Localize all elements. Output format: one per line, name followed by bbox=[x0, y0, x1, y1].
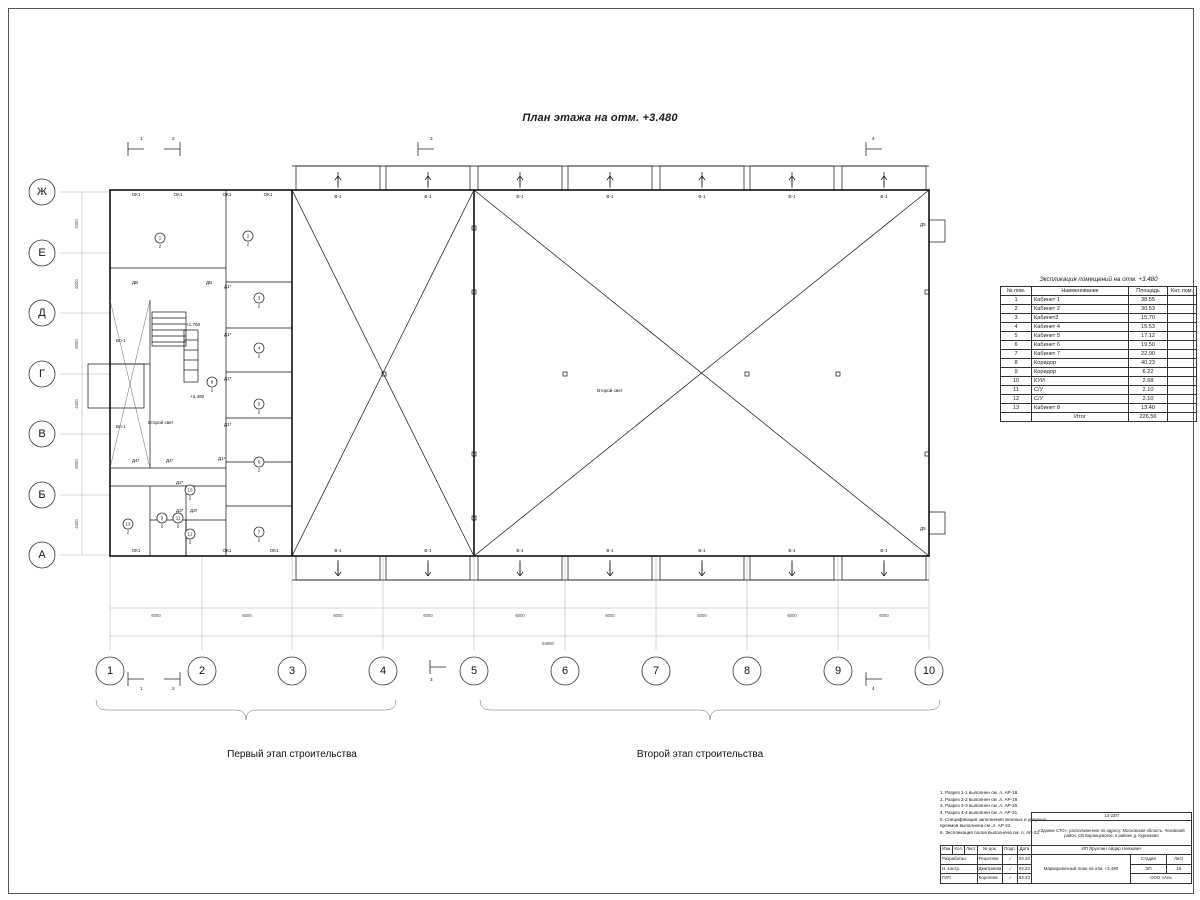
svg-text:5: 5 bbox=[470, 665, 478, 677]
room-no: 2 bbox=[1001, 305, 1032, 314]
svg-text:2: 2 bbox=[246, 233, 250, 239]
room-name: Коридор bbox=[1032, 368, 1129, 377]
svg-text:ОК1: ОК1 bbox=[263, 192, 273, 197]
svg-text:6000: 6000 bbox=[151, 613, 161, 618]
svg-text:ОК1: ОК1 bbox=[173, 192, 183, 197]
svg-text:1: 1 bbox=[106, 665, 114, 677]
svg-text:4: 4 bbox=[872, 686, 875, 691]
sheet-name: Маркировочный план на отм. +3.480 bbox=[1031, 855, 1130, 884]
name-3: Коротеев bbox=[977, 874, 1003, 884]
sheet-label: Лист bbox=[1166, 855, 1191, 865]
room-no: 10 bbox=[1001, 377, 1032, 386]
room-no: 1 bbox=[1001, 296, 1032, 305]
stamp-columns-row bbox=[941, 845, 1192, 855]
room-cat bbox=[1168, 332, 1197, 341]
svg-text:6000: 6000 bbox=[879, 613, 889, 618]
room-cat bbox=[1168, 323, 1197, 332]
table-row bbox=[1001, 305, 1197, 314]
svg-text:Д3*: Д3* bbox=[176, 508, 184, 513]
svg-text:1: 1 bbox=[158, 235, 162, 241]
room-area: 30.53 bbox=[1129, 305, 1168, 314]
svg-text:Д1*: Д1* bbox=[224, 422, 232, 427]
svg-text:2: 2 bbox=[126, 529, 130, 535]
svg-text:Д5: Д5 bbox=[920, 526, 926, 531]
svg-text:13: 13 bbox=[125, 521, 131, 527]
table-row bbox=[1001, 386, 1197, 395]
note-line: 2. Разрез 2-2 выполнен см .л. АР-19. bbox=[940, 796, 1019, 802]
svg-text:6: 6 bbox=[561, 665, 569, 677]
stamp-row-1 bbox=[941, 855, 1192, 865]
table-row bbox=[1001, 377, 1197, 386]
room-name: Кабинет 4 bbox=[1032, 323, 1129, 332]
room-schedule-caption: Экспликация помещений на отм. +3.480 bbox=[1039, 276, 1158, 283]
svg-text:6: 6 bbox=[257, 459, 261, 465]
svg-text:10: 10 bbox=[187, 487, 193, 493]
total-cat bbox=[1168, 413, 1197, 422]
svg-text:2: 2 bbox=[158, 243, 162, 249]
svg-text:2: 2 bbox=[172, 686, 175, 691]
room-name: Кабинет 5 bbox=[1032, 332, 1129, 341]
col-podp: Подп. bbox=[1003, 845, 1018, 855]
room-name: С/У bbox=[1032, 395, 1129, 404]
room-name: С/У bbox=[1032, 386, 1129, 395]
svg-text:В-1: В-1 bbox=[788, 194, 796, 199]
svg-text:В: В bbox=[38, 428, 46, 440]
room-area: 6.22 bbox=[1129, 368, 1168, 377]
svg-text:4: 4 bbox=[379, 665, 387, 677]
svg-text:4400: 4400 bbox=[74, 399, 79, 409]
svg-text:2: 2 bbox=[257, 409, 261, 415]
svg-text:2: 2 bbox=[198, 665, 206, 677]
signature-3: ✓ bbox=[1003, 874, 1018, 884]
th-area: Площадь bbox=[1129, 287, 1168, 296]
svg-text:В-1: В-1 bbox=[334, 548, 342, 553]
svg-text:6000: 6000 bbox=[787, 613, 797, 618]
room-no: 7 bbox=[1001, 350, 1032, 359]
office-block-partitions bbox=[88, 190, 292, 556]
svg-text:3: 3 bbox=[257, 295, 261, 301]
room-area: 2.10 bbox=[1129, 395, 1168, 404]
sheet-value: 16 bbox=[1166, 864, 1191, 874]
room-cat bbox=[1168, 296, 1197, 305]
svg-text:6000: 6000 bbox=[242, 613, 252, 618]
signature-1: ✓ bbox=[1003, 855, 1018, 865]
note-line: 3. Разрез 3-3 выполнен см .л. АР-20. bbox=[940, 803, 1019, 809]
svg-text:12: 12 bbox=[187, 531, 193, 537]
svg-text:2: 2 bbox=[210, 387, 214, 393]
room-cat bbox=[1168, 368, 1197, 377]
svg-text:7: 7 bbox=[652, 665, 660, 677]
col-doc: № док. bbox=[977, 845, 1003, 855]
room-name: Кабинет 1 bbox=[1032, 296, 1129, 305]
room-name: Коридор bbox=[1032, 359, 1129, 368]
svg-text:4400: 4400 bbox=[74, 219, 79, 229]
room-area: 22.90 bbox=[1129, 350, 1168, 359]
grid-lines bbox=[60, 192, 929, 650]
stage-left-label: Первый этап строительства bbox=[227, 749, 357, 760]
svg-text:2: 2 bbox=[257, 353, 261, 359]
svg-text:2: 2 bbox=[160, 523, 164, 529]
total-area: 226.56 bbox=[1129, 413, 1168, 422]
note-line: 1. Разрез 1-1 выполнен см. л. АР-18. bbox=[940, 790, 1019, 795]
svg-text:3: 3 bbox=[288, 665, 296, 677]
room-name: Кабинет 6 bbox=[1032, 341, 1129, 350]
room-area: 19.50 bbox=[1129, 341, 1168, 350]
table-row bbox=[1001, 395, 1197, 404]
date-1: 03.23 bbox=[1017, 855, 1031, 865]
room-name: КУИ bbox=[1032, 377, 1129, 386]
room-no: 13 bbox=[1001, 404, 1032, 413]
svg-text:7: 7 bbox=[257, 529, 261, 535]
svg-text:Г: Г bbox=[39, 368, 45, 380]
svg-text:В-1: В-1 bbox=[698, 194, 706, 199]
client-name: ИП Яруллин Айдар Ниязович bbox=[1031, 845, 1191, 855]
svg-text:9: 9 bbox=[160, 515, 164, 521]
name-1: Решетняк bbox=[977, 855, 1003, 865]
title-block bbox=[940, 809, 1192, 884]
svg-text:ОК1: ОК1 bbox=[222, 192, 232, 197]
svg-text:А: А bbox=[38, 549, 46, 561]
room-cat bbox=[1168, 341, 1197, 350]
svg-text:Ж: Ж bbox=[36, 186, 48, 198]
svg-text:В-1: В-1 bbox=[424, 194, 432, 199]
dimension-texts bbox=[74, 219, 889, 646]
date-3: 03.23 bbox=[1017, 874, 1031, 884]
room-cat bbox=[1168, 404, 1197, 413]
svg-text:В-1: В-1 bbox=[516, 194, 524, 199]
svg-text:2: 2 bbox=[257, 467, 261, 473]
room-cat bbox=[1168, 314, 1197, 323]
room-area: 15.53 bbox=[1129, 323, 1168, 332]
room-cat bbox=[1168, 386, 1197, 395]
stage-right-label: Второй этап строительства bbox=[636, 749, 764, 760]
opening-labels bbox=[116, 192, 926, 553]
date-2: 03.23 bbox=[1017, 864, 1031, 874]
svg-text:3: 3 bbox=[430, 677, 433, 682]
room-name: Кабинет3 bbox=[1032, 314, 1129, 323]
object-description: «Здание СТО», расположенное по адресу: Московская область, Чеховский район, СВ Баранцевское, в районе д. Курниково bbox=[1031, 821, 1191, 846]
svg-text:В-1: В-1 bbox=[880, 194, 888, 199]
room-no: 11 bbox=[1001, 386, 1032, 395]
total-blank bbox=[1001, 413, 1032, 422]
room-name: Кабинет 7 bbox=[1032, 350, 1129, 359]
note-line: 5. Спецификация заполнения оконных и дверных bbox=[940, 816, 1047, 822]
th-name: Наименование bbox=[1032, 287, 1129, 296]
columns bbox=[382, 226, 929, 520]
svg-text:6000: 6000 bbox=[333, 613, 343, 618]
signature-2: ✓ bbox=[1003, 864, 1018, 874]
room-area: 40.23 bbox=[1129, 359, 1168, 368]
table-body bbox=[1001, 296, 1197, 422]
room-name: Кабинет 2 bbox=[1032, 305, 1129, 314]
svg-text:Е: Е bbox=[38, 247, 46, 259]
th-no: № пом. bbox=[1001, 287, 1032, 296]
svg-text:Д1*: Д1* bbox=[224, 332, 232, 337]
room-no: 3 bbox=[1001, 314, 1032, 323]
svg-text:6000: 6000 bbox=[74, 339, 79, 349]
room-no: 9 bbox=[1001, 368, 1032, 377]
stage-label: Стадия bbox=[1130, 855, 1166, 865]
stage-value: ЭП bbox=[1130, 864, 1166, 874]
svg-text:4400: 4400 bbox=[74, 519, 79, 529]
room-schedule bbox=[1000, 276, 1197, 422]
room-area: 2.10 bbox=[1129, 386, 1168, 395]
room-area: 17.12 bbox=[1129, 332, 1168, 341]
svg-text:Вп-1: Вп-1 bbox=[116, 424, 126, 429]
section-marks bbox=[125, 136, 882, 691]
building-outline bbox=[110, 166, 945, 580]
svg-text:+3.480: +3.480 bbox=[190, 394, 205, 399]
svg-text:11: 11 bbox=[175, 515, 181, 521]
room-cat bbox=[1168, 395, 1197, 404]
col-data: Дата bbox=[1017, 845, 1031, 855]
th-cat: Кат. пом. bbox=[1168, 287, 1197, 296]
room-area: 38.55 bbox=[1129, 296, 1168, 305]
table-total-row bbox=[1001, 413, 1197, 422]
svg-text:Д5: Д5 bbox=[920, 222, 926, 227]
svg-text:2: 2 bbox=[188, 495, 192, 501]
svg-text:6000: 6000 bbox=[74, 459, 79, 469]
svg-text:Д3*: Д3* bbox=[190, 508, 198, 513]
total-label: Итог bbox=[1032, 413, 1129, 422]
table-row bbox=[1001, 350, 1197, 359]
room-cat bbox=[1168, 359, 1197, 368]
note-line: проемов выполнена см .л. АР-22. bbox=[940, 823, 1012, 829]
svg-text:Д: Д bbox=[38, 307, 46, 319]
table-row bbox=[1001, 404, 1197, 413]
svg-text:2: 2 bbox=[257, 537, 261, 543]
svg-text:Д1*: Д1* bbox=[218, 456, 226, 461]
svg-text:Д1*: Д1* bbox=[224, 284, 232, 289]
svg-text:10: 10 bbox=[922, 665, 936, 677]
svg-text:В-1: В-1 bbox=[606, 194, 614, 199]
svg-text:2: 2 bbox=[176, 523, 180, 529]
svg-text:2: 2 bbox=[257, 303, 261, 309]
svg-text:Второй свет: Второй свет bbox=[597, 388, 623, 393]
svg-text:Б: Б bbox=[38, 489, 46, 501]
svg-text:В-1: В-1 bbox=[698, 548, 706, 553]
room-cat bbox=[1168, 350, 1197, 359]
svg-text:6000: 6000 bbox=[515, 613, 525, 618]
svg-text:54000: 54000 bbox=[542, 641, 554, 646]
project-code: 13-23П bbox=[1031, 813, 1191, 821]
room-cat bbox=[1168, 305, 1197, 314]
col-kol: Кол. bbox=[953, 845, 965, 855]
room-no: 6 bbox=[1001, 341, 1032, 350]
svg-text:6000: 6000 bbox=[697, 613, 707, 618]
note-line: 6. Экспликация полов выполнена см. л. АР-22. bbox=[940, 829, 1041, 835]
svg-text:В-1: В-1 bbox=[516, 548, 524, 553]
svg-text:2: 2 bbox=[246, 241, 250, 247]
room-area: 13.40 bbox=[1129, 404, 1168, 413]
room-no: 12 bbox=[1001, 395, 1032, 404]
svg-text:1: 1 bbox=[140, 136, 143, 141]
table-row bbox=[1001, 359, 1197, 368]
table-row bbox=[1001, 314, 1197, 323]
svg-text:4: 4 bbox=[872, 136, 875, 141]
organization: ООО «Аль bbox=[1130, 874, 1191, 884]
svg-text:В-1: В-1 bbox=[424, 548, 432, 553]
svg-text:8: 8 bbox=[210, 379, 214, 385]
svg-text:В-1: В-1 bbox=[606, 548, 614, 553]
role-2: Н. контр. bbox=[941, 864, 978, 874]
svg-text:Д2*: Д2* bbox=[176, 480, 184, 485]
table-row bbox=[1001, 341, 1197, 350]
svg-text:Д1*: Д1* bbox=[224, 376, 232, 381]
room-area: 2.68 bbox=[1129, 377, 1168, 386]
svg-text:ДВ: ДВ bbox=[206, 280, 213, 285]
svg-text:В-1: В-1 bbox=[880, 548, 888, 553]
svg-text:Второй свет: Второй свет bbox=[148, 420, 174, 425]
svg-text:9: 9 bbox=[834, 665, 842, 677]
svg-text:ДВ: ДВ bbox=[132, 280, 139, 285]
col-izm: Изм. bbox=[941, 845, 953, 855]
svg-text:6000: 6000 bbox=[74, 279, 79, 289]
svg-text:ОК1: ОК1 bbox=[269, 548, 279, 553]
note-line: 4. Разрез 4-4 выполнен см .л. АР-21. bbox=[940, 809, 1019, 815]
stage-braces bbox=[96, 700, 940, 720]
table-header-row bbox=[1001, 287, 1197, 296]
horizontal-axis-bubbles bbox=[96, 657, 943, 685]
room-cat bbox=[1168, 377, 1197, 386]
room-name: Кабинет 8 bbox=[1032, 404, 1129, 413]
svg-text:ОК1: ОК1 bbox=[222, 548, 232, 553]
svg-text:5: 5 bbox=[257, 401, 261, 407]
svg-text:В-1: В-1 bbox=[788, 548, 796, 553]
svg-text:4: 4 bbox=[257, 345, 261, 351]
svg-text:В-1: В-1 bbox=[334, 194, 342, 199]
svg-text:ОК1: ОК1 bbox=[131, 548, 141, 553]
room-no: 5 bbox=[1001, 332, 1032, 341]
role-1: Разработан bbox=[941, 855, 978, 865]
room-area: 15.70 bbox=[1129, 314, 1168, 323]
table-row bbox=[1001, 368, 1197, 377]
plan-title: План этажа на отм. +3.480 bbox=[522, 112, 678, 124]
svg-text:2: 2 bbox=[188, 539, 192, 545]
role-3: ГИП bbox=[941, 874, 978, 884]
vertical-axis-bubbles bbox=[29, 179, 55, 568]
svg-text:ОК1: ОК1 bbox=[131, 192, 141, 197]
table-row bbox=[1001, 323, 1197, 332]
table-row bbox=[1001, 296, 1197, 305]
svg-text:6000: 6000 bbox=[605, 613, 615, 618]
second-light-void bbox=[292, 190, 929, 556]
room-no: 4 bbox=[1001, 323, 1032, 332]
svg-text:Д4*: Д4* bbox=[166, 458, 174, 463]
svg-text:3: 3 bbox=[430, 136, 433, 141]
svg-text:1: 1 bbox=[140, 686, 143, 691]
svg-text:+1.760: +1.760 bbox=[186, 322, 201, 327]
col-list: Лист bbox=[965, 845, 978, 855]
svg-text:Вп-1: Вп-1 bbox=[116, 338, 126, 343]
room-schedule-table bbox=[1000, 286, 1197, 422]
room-no: 8 bbox=[1001, 359, 1032, 368]
gate-arrows bbox=[335, 176, 887, 576]
svg-text:8: 8 bbox=[743, 665, 751, 677]
svg-text:Д4*: Д4* bbox=[132, 458, 140, 463]
gate-openings-top bbox=[296, 166, 926, 190]
table-row bbox=[1001, 332, 1197, 341]
svg-text:2: 2 bbox=[172, 136, 175, 141]
name-2: Дмитриева bbox=[977, 864, 1003, 874]
gate-openings-bottom bbox=[296, 556, 926, 580]
svg-text:6000: 6000 bbox=[423, 613, 433, 618]
